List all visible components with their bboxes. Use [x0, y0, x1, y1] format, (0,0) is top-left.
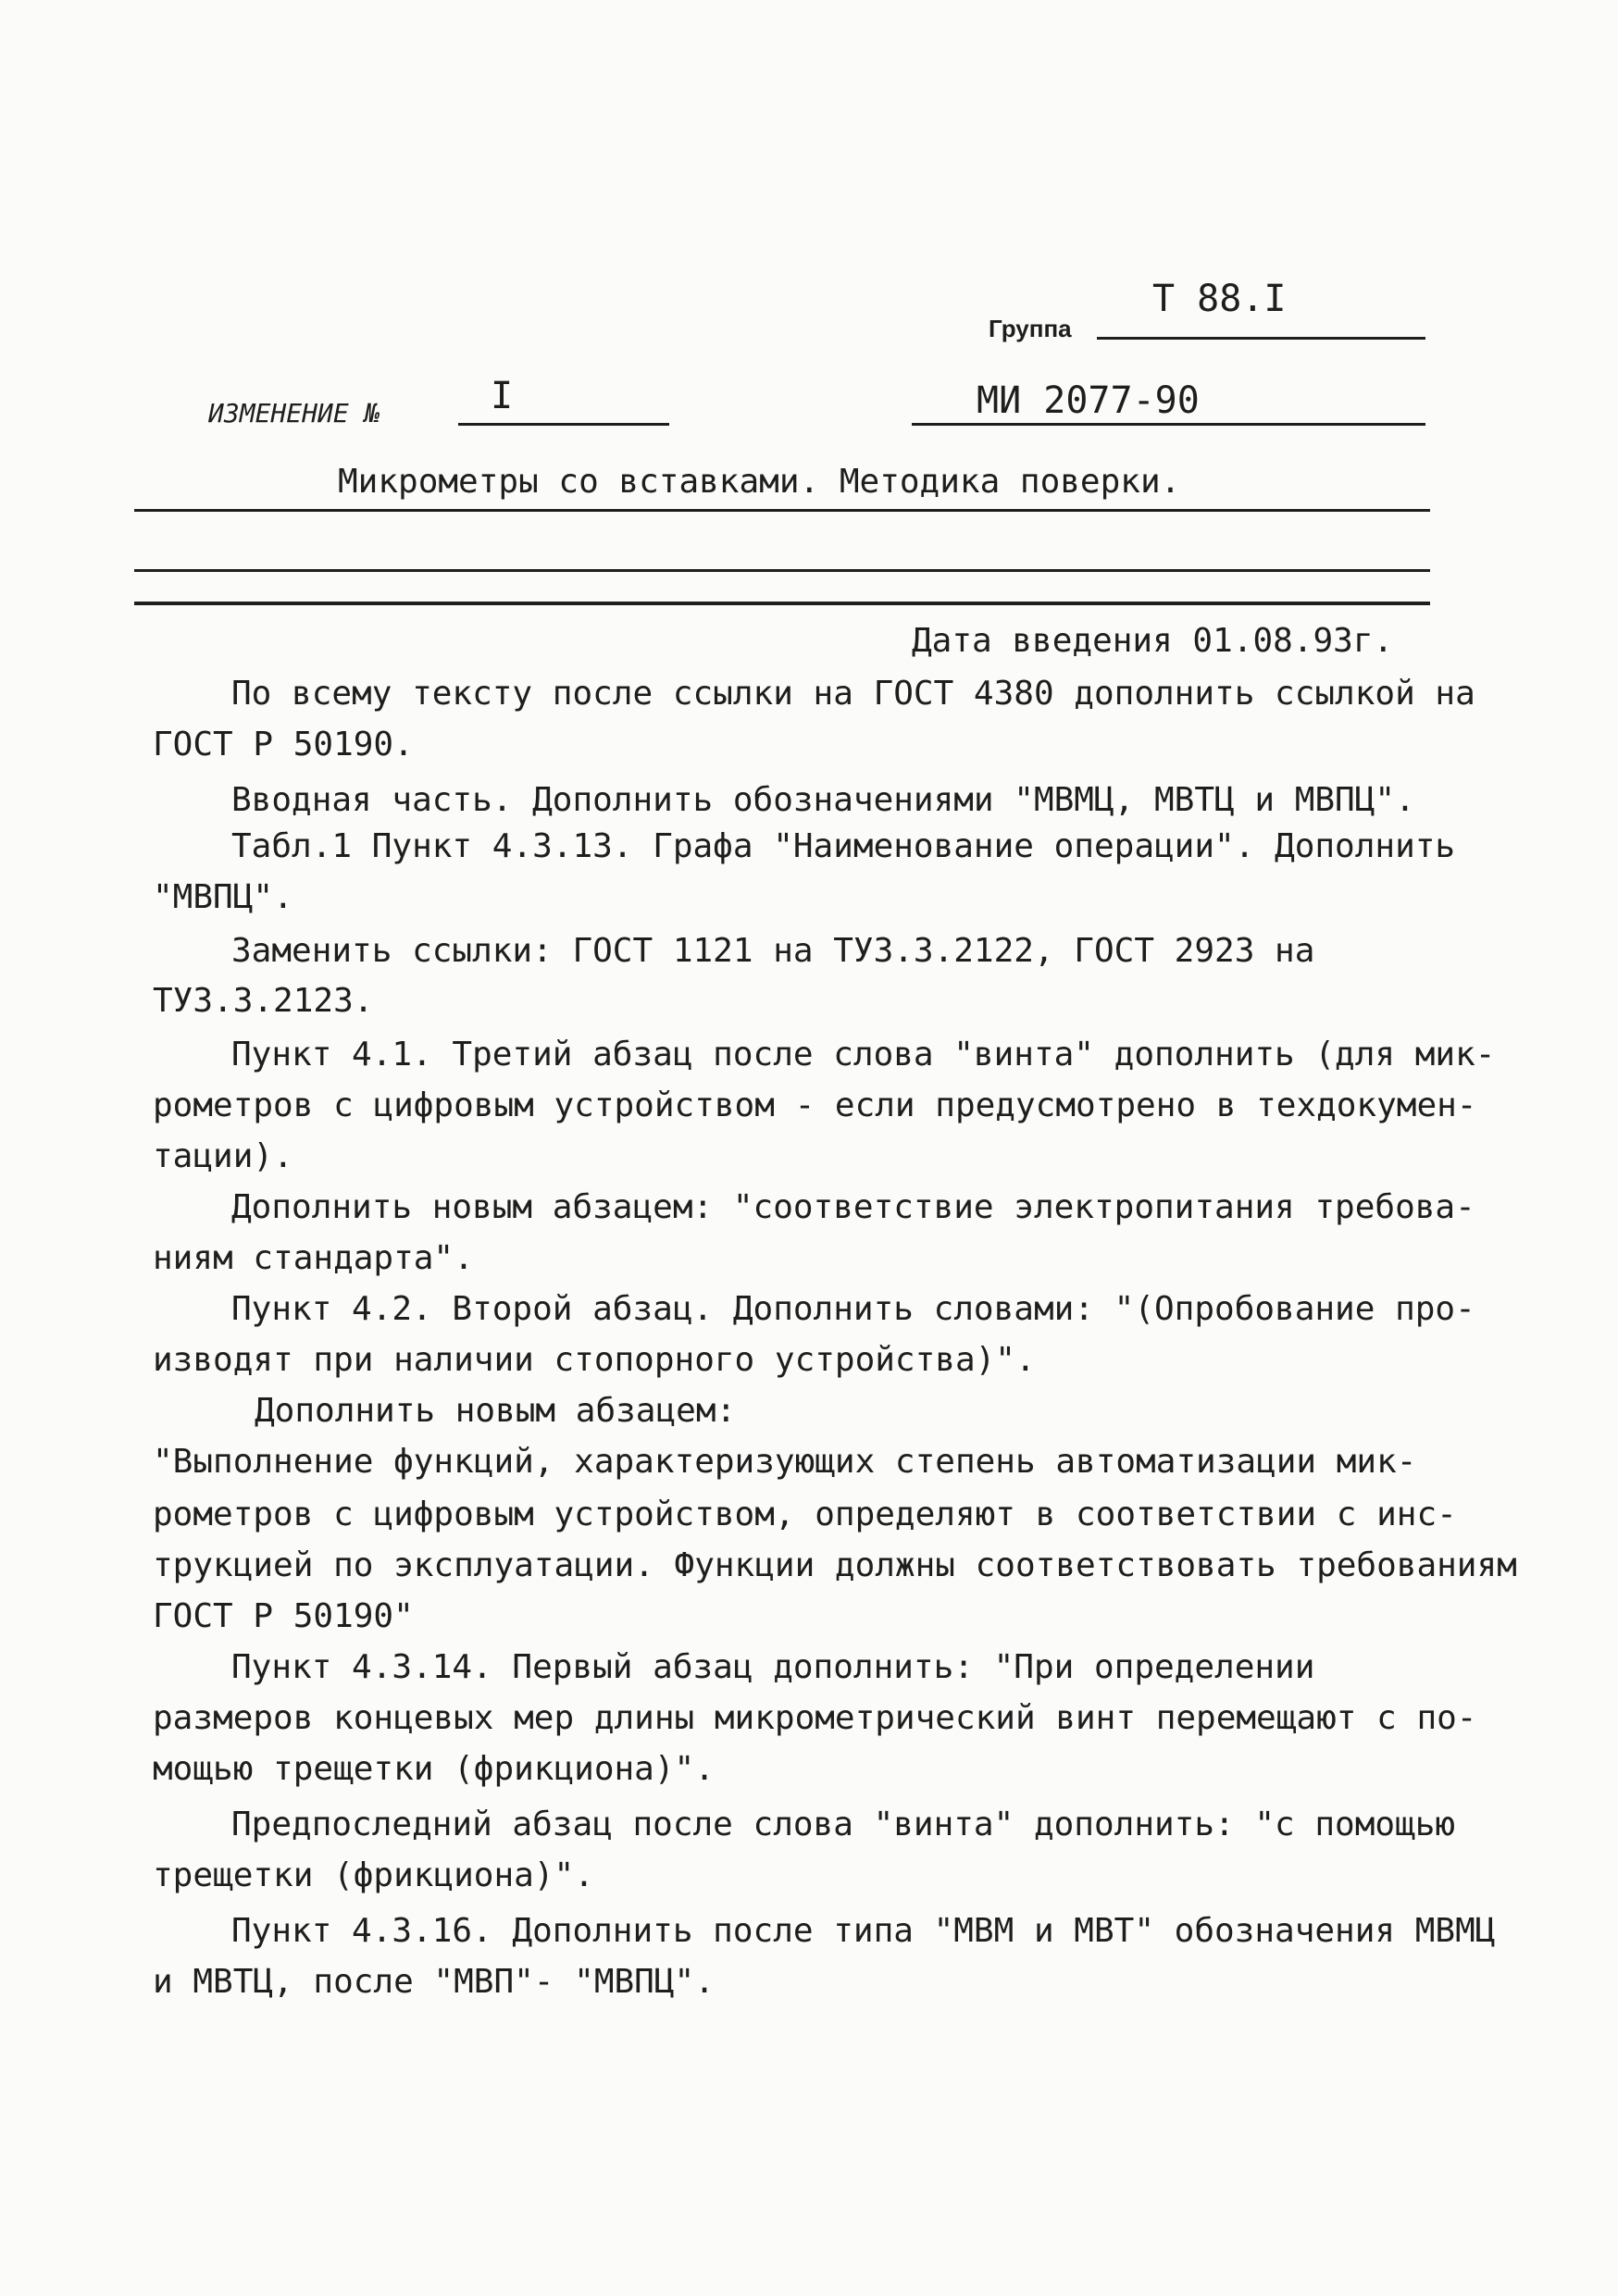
body-line: мощью трещетки (фрикциона)".: [153, 1750, 715, 1788]
body-line: Пункт 4.2. Второй абзац. Дополнить словами: "(Опробование про-: [231, 1290, 1475, 1328]
body-line: трещетки (фрикциона)".: [153, 1856, 594, 1894]
body-line: "Выполнение функций, характеризующих степень автоматизации мик-: [153, 1443, 1417, 1481]
body-line: изводят при наличии стопорного устройства)".: [153, 1341, 1036, 1379]
body-line: ГОСТ Р 50190": [153, 1597, 414, 1635]
doc-code-underline: [912, 423, 1425, 426]
body-line: Дополнить новым абзацем:: [255, 1392, 737, 1430]
body-line: Табл.1 Пункт 4.3.13. Графа "Наименование операции". Дополнить: [231, 827, 1456, 865]
body-line: Пункт 4.3.16. Дополнить после типа "МВМ и МВТ" обозначения МВМЦ: [231, 1912, 1496, 1950]
body-line: Дополнить новым абзацем: "соответствие электропитания требова-: [231, 1188, 1475, 1226]
body-line: Пункт 4.3.14. Первый абзац дополнить: "При определении: [231, 1648, 1315, 1686]
body-line: тации).: [153, 1137, 293, 1175]
body-line: Предпоследний абзац после слова "винта" дополнить: "с помощью: [231, 1806, 1456, 1843]
body-line: Пункт 4.1. Третий абзац после слова "винта" дополнить (для мик-: [231, 1036, 1496, 1074]
body-line: По всему тексту после ссылки на ГОСТ 4380 дополнить ссылкой на: [231, 675, 1475, 713]
title-underline: [134, 509, 1430, 512]
body-line: Заменить ссылки: ГОСТ 1121 на ТУЗ.3.2122, ГОСТ 2923 на: [231, 932, 1315, 970]
body-line: ниям стандарта".: [153, 1239, 474, 1277]
doc-code: МИ 2077-90: [977, 379, 1200, 422]
group-value: Т 88.I: [1152, 278, 1287, 320]
body-line: ТУЗ.3.2123.: [153, 982, 374, 1020]
effective-date: Дата введения 01.08.93г.: [912, 622, 1394, 660]
body-line: "МВПЦ".: [153, 878, 293, 916]
body-line: рометров с цифровым устройством - если предусмотрено в техдокумен-: [153, 1086, 1477, 1124]
body-line: и МВТЦ, после "МВП"- "МВПЦ".: [153, 1963, 715, 2001]
body-line: рометров с цифровым устройством, определяют в соответствии с инс-: [153, 1496, 1457, 1533]
change-label: ИЗМЕНЕНИЕ №: [208, 398, 380, 428]
group-underline: [1097, 337, 1425, 340]
body-line: размеров концевых мер длины микрометрический винт перемещают с по-: [153, 1699, 1477, 1737]
body-line: Вводная часть. Дополнить обозначениями "МВМЦ, МВТЦ и МВПЦ".: [231, 781, 1415, 819]
body-line: трукцией по эксплуатации. Функции должны соответствовать требованиям: [153, 1546, 1517, 1584]
group-label: Группа: [989, 315, 1072, 342]
body-line: ГОСТ Р 50190.: [153, 726, 414, 763]
rule-2: [134, 602, 1430, 605]
rule-1: [134, 569, 1430, 572]
change-number: I: [491, 375, 514, 417]
doc-title: Микрометры со вставками. Методика поверки.: [338, 463, 1181, 501]
change-underline: [458, 423, 669, 426]
